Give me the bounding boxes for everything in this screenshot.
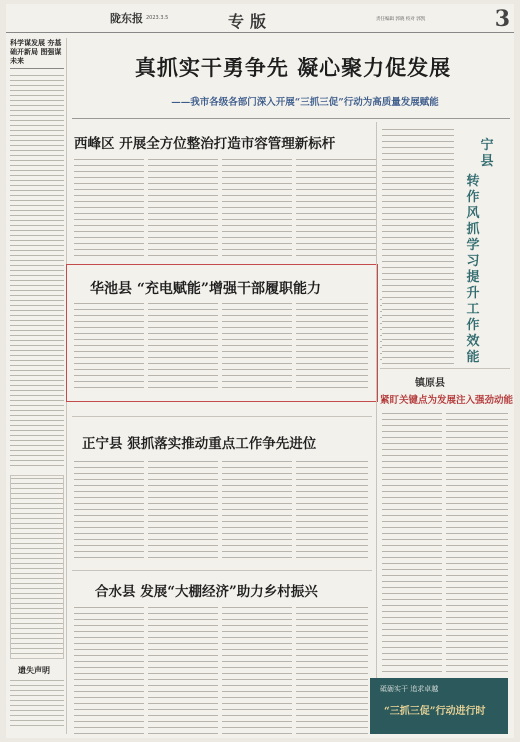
- article-title-zhengning: 正宁县 狠抓落实推动重点工作争先进位: [82, 436, 317, 452]
- paper-name: 陇东报: [110, 12, 143, 25]
- article-text: [222, 604, 292, 734]
- article-text: [148, 458, 218, 562]
- article-text: [148, 300, 218, 392]
- article-text: [74, 300, 144, 392]
- article-text: [222, 300, 292, 392]
- article-text: [296, 458, 368, 562]
- article-text: [296, 604, 368, 734]
- main-headline: 真抓实干勇争先 凝心聚力促发展: [134, 55, 452, 80]
- issue-date: 2023.3.5: [146, 15, 169, 21]
- article-text: [222, 458, 292, 562]
- article-text: [74, 604, 144, 734]
- section-title: 专版: [228, 12, 273, 31]
- zhenyuan-article-title: 紧盯关键点为发展注入强劲动能: [380, 395, 514, 406]
- article-text: [74, 156, 144, 256]
- sidebar-boxed-text: [10, 475, 64, 659]
- article-text: [148, 156, 218, 256]
- main-subhead: ——我市各级各部门深入开展“三抓三促”行动为高质量发展赋能: [171, 97, 439, 108]
- article-text: [296, 156, 376, 256]
- sidebar-footer-title: 遗失声明: [18, 665, 50, 675]
- section-divider: [72, 570, 372, 571]
- article-text: [446, 410, 508, 672]
- article-text: [296, 300, 368, 392]
- page-number: 3: [494, 6, 510, 32]
- headline-rule: [72, 118, 510, 119]
- sidebar-headline: 科学谋发展 夯基础开新局 图强谋未来: [10, 38, 64, 69]
- section-divider: [380, 368, 510, 369]
- banner-title: “三抓三促”行动进行时: [384, 706, 486, 717]
- article-text: [222, 156, 292, 256]
- sidebar-text-block: [10, 73, 64, 469]
- sidebar-footer-text: [10, 678, 64, 730]
- section-divider: [72, 416, 372, 417]
- ningxian-vertical-title: 转 作 风 抓 学 习 提 升 工 作 效 能: [466, 174, 480, 365]
- banner-slogan: 砥砺实干 追求卓越: [380, 685, 439, 693]
- article-title-heshui: 合水县 发展“大棚经济”助力乡村振兴: [95, 584, 318, 600]
- left-sidebar: [8, 38, 67, 734]
- column-divider: [376, 122, 377, 734]
- masthead-rule: [6, 32, 514, 33]
- article-text: [382, 410, 442, 672]
- zhenyuan-county-label: 镇原县: [415, 378, 445, 389]
- article-text: [148, 604, 218, 734]
- article-text: [74, 458, 144, 562]
- masthead: [6, 6, 514, 32]
- article-title-huachi: 华池县 “充电赋能”增强干部履职能力: [90, 281, 321, 297]
- article-text: [382, 126, 454, 366]
- article-title-xifeng: 西峰区 开展全方位整治打造市容管理新标杆: [74, 136, 336, 152]
- ningxian-county-label: 宁县: [480, 138, 494, 169]
- editor-line: 责任编辑 郭晓 校对 郭凯: [376, 17, 426, 22]
